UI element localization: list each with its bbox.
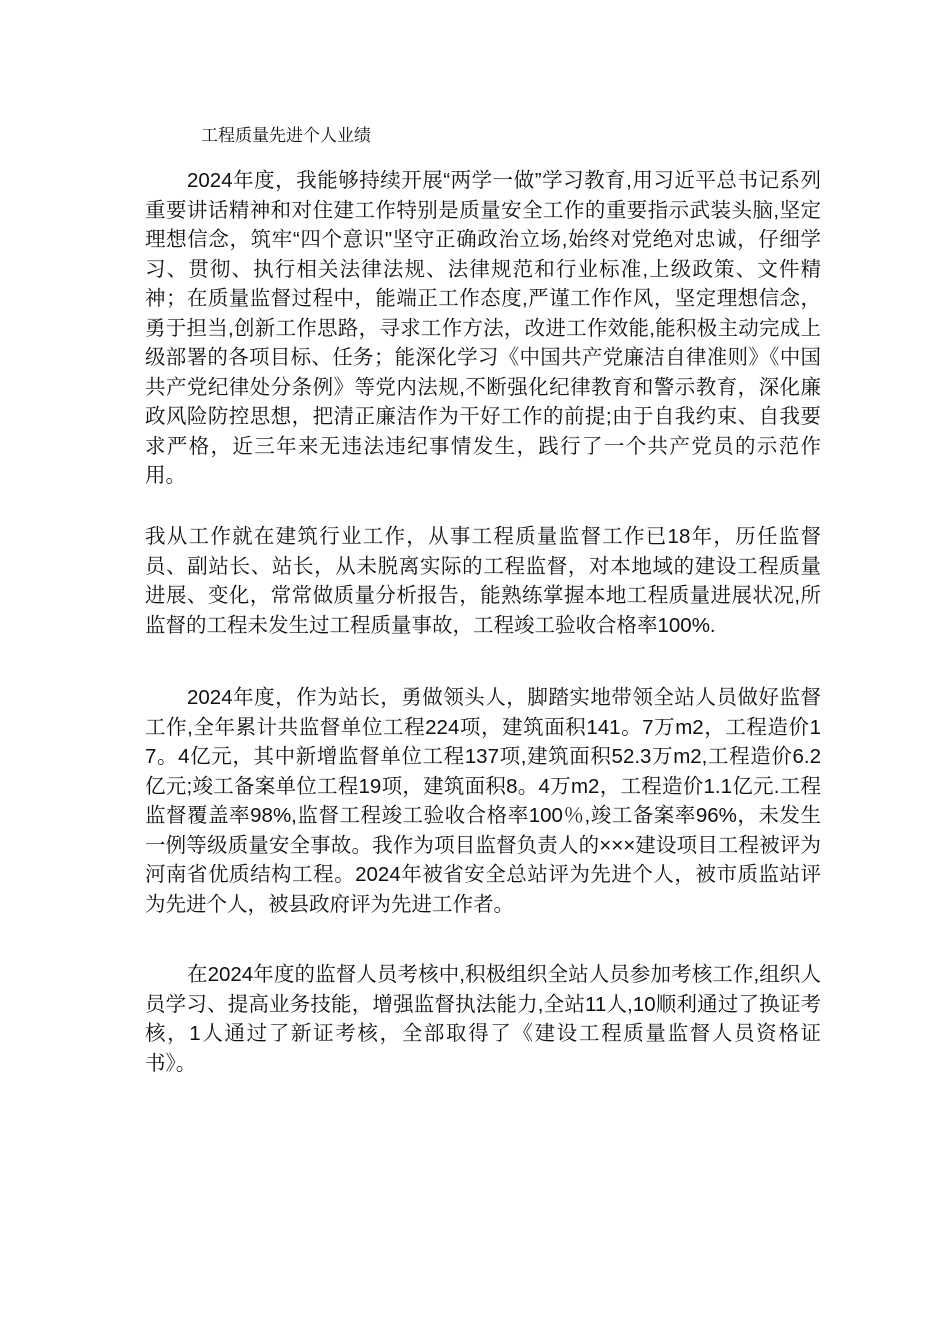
paragraph-annual-achievements: 2024年度，作为站长，勇做领头人，脚踏实地带领全站人员做好监督工作,全年累计共监督单位工程224项，建筑面积141。7万m2，工程造价17。4亿元，其中新增监督单位工程137项,建筑面积52.3万m2,工程造价6.2亿元;竣工备案单位工程19项，建筑面积8。4万m2，工程造价1.1亿元.工程监督覆盖率98%,监督工程竣工验收合格率100％,竣工备案率96%，未发生一例等级质量安全事故。我作为项目监督负责人的×××建设项目工程被评为河南省优质结构工程。2024年被省安全总站评为先进个人，被市质监站评为先进个人，被县政府评为先进工作者。 [145,686,821,916]
document-title: 工程质量先进个人业绩 [201,126,371,145]
paragraph-work-experience: 我从工作就在建筑行业工作，从事工程质量监督工作已18年，历任监督员、副站长、站长，从未脱离实际的工程监督，对本地域的建设工程质量进展、变化，常常做质量分析报告，能熟练掌握本地工程质量进展状况,所监督的工程未发生过工程质量事故，工程竣工验收合格率100%. [145,525,821,637]
paragraph-staff-assessment: 在2024年度的监督人员考核中,积极组织全站人员参加考核工作,组织人员学习、提高业务技能，增强监督执法能力,全站11人,10顺利通过了换证考核，1人通过了新证考核，全部取得了《建设工程质量监督人员资格证书》。 [145,963,821,1075]
paragraph-political-study: 2024年度，我能够持续开展“两学一做”学习教育,用习近平总书记系列重要讲话精神和对住建工作特别是质量安全工作的重要指示武装头脑,坚定理想信念，筑牢“四个意识"坚守正确政治立场,始终对党绝对忠诚，仔细学习、贯彻、执行相关法律法规、法律规范和行业标准,上级政策、文件精神；在质量监督过程中，能端正工作态度,严谨工作作风，坚定理想信念，勇于担当,创新工作思路，寻求工作方法，改进工作效能,能积极主动完成上级部署的各项目标、任务；能深化学习《中国共产党廉洁自律准则》《中国共产党纪律处分条例》等党内法规,不断强化纪律教育和警示教育，深化廉政风险防控思想，把清正廉洁作为干好工作的前提;由于自我约束、自我要求严格，近三年来无违法违纪事情发生，践行了一个共产党员的示范作用。 [145,169,821,487]
